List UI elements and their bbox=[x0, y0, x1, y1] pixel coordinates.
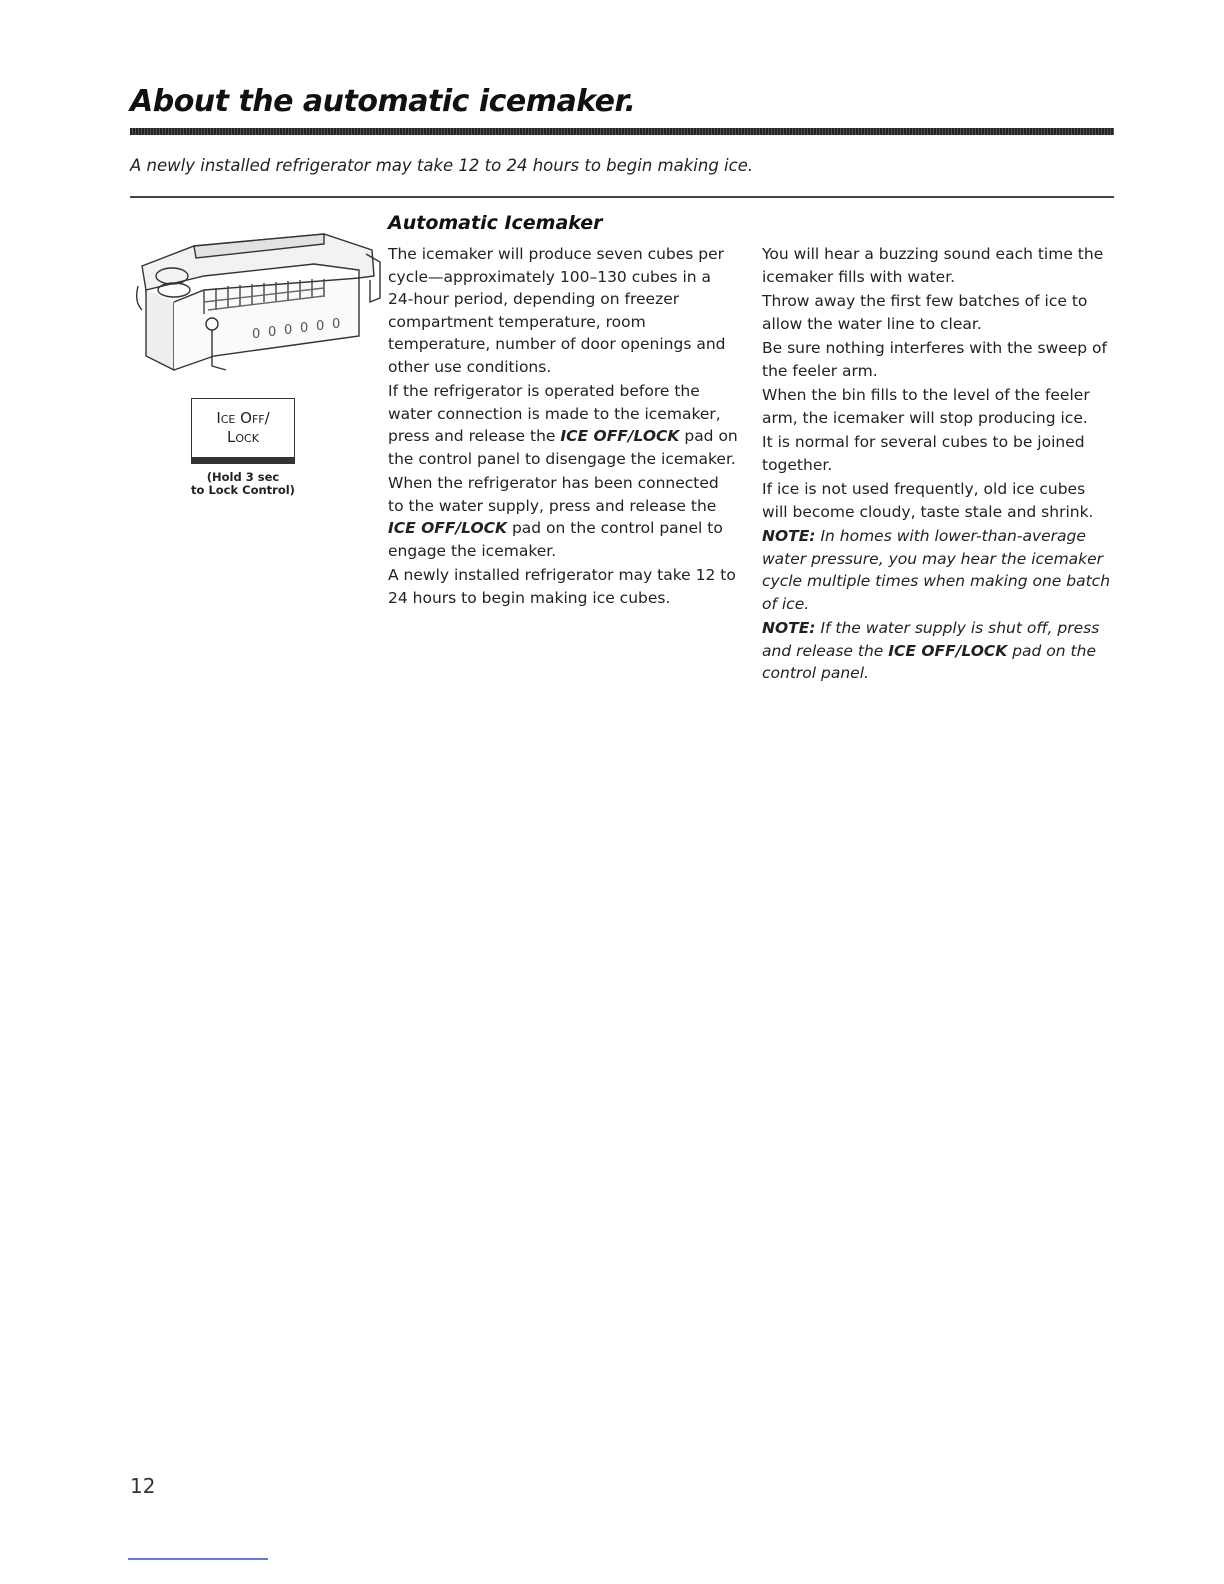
icemaker-illustration bbox=[134, 206, 384, 381]
paragraph: When the bin fills to the level of the feeler arm, the icemaker will stop producing ice. bbox=[762, 386, 1090, 427]
page-subtitle: A newly installed refrigerator may take 12 to 24 hours to begin making ice. bbox=[130, 156, 754, 175]
pad-label: Ice Off/ Lock bbox=[216, 409, 270, 446]
paragraph: When the refrigerator has been connected to the water supply, press and release the ICE OFF/LOCK pad on the control panel to engage the icemaker. bbox=[388, 474, 723, 560]
paragraph: A newly installed refrigerator may take 12 to 24 hours to begin making ice cubes. bbox=[388, 566, 736, 607]
paragraph: It is normal for several cubes to be joined together. bbox=[762, 433, 1085, 474]
paragraph: If ice is not used frequently, old ice cubes will become cloudy, taste stale and shrink. bbox=[762, 480, 1094, 521]
pad-indicator-bar bbox=[192, 457, 294, 463]
svg-text:0: 0 bbox=[316, 319, 325, 334]
note: NOTE: If the water supply is shut off, press and release the ICE OFF/LOCK pad on the control panel. bbox=[762, 619, 1100, 682]
svg-text:0: 0 bbox=[252, 327, 261, 342]
svg-text:0: 0 bbox=[268, 325, 277, 340]
paragraph: Be sure nothing interferes with the sweep of the feeler arm. bbox=[762, 339, 1107, 380]
svg-text:0: 0 bbox=[284, 323, 293, 338]
page-number: 12 bbox=[130, 1474, 156, 1498]
svg-text:0: 0 bbox=[300, 321, 309, 336]
paragraph: The icemaker will produce seven cubes per cycle—approximately 100–130 cubes in a 24-hour period, depending on freezer compartment temperature, room temperature, number of door openings and other use conditions. bbox=[388, 245, 726, 376]
paragraph: If the refrigerator is operated before the water connection is made to the icemaker, press and release the ICE OFF/LOCK pad on the control panel to disengage the icemaker. bbox=[388, 382, 738, 468]
right-text-column bbox=[762, 243, 1112, 687]
title-divider bbox=[130, 128, 1114, 135]
left-text-column bbox=[388, 243, 738, 611]
paragraph: Throw away the first few batches of ice to allow the water line to clear. bbox=[762, 292, 1088, 333]
svg-text:0: 0 bbox=[332, 317, 341, 332]
pad-caption: (Hold 3 sec to Lock Control) bbox=[191, 470, 295, 497]
paragraph: You will hear a buzzing sound each time the icemaker fills with water. bbox=[762, 245, 1104, 286]
note: NOTE: In homes with lower-than-average water pressure, you may hear the icemaker cycle multiple times when making one batch of ice. bbox=[762, 527, 1111, 613]
footer-link-line bbox=[128, 1558, 268, 1560]
section-heading: Automatic Icemaker bbox=[388, 212, 603, 234]
subtitle-divider bbox=[130, 196, 1114, 198]
page-title: About the automatic icemaker. bbox=[130, 84, 636, 119]
ice-off-lock-pad bbox=[191, 398, 295, 464]
